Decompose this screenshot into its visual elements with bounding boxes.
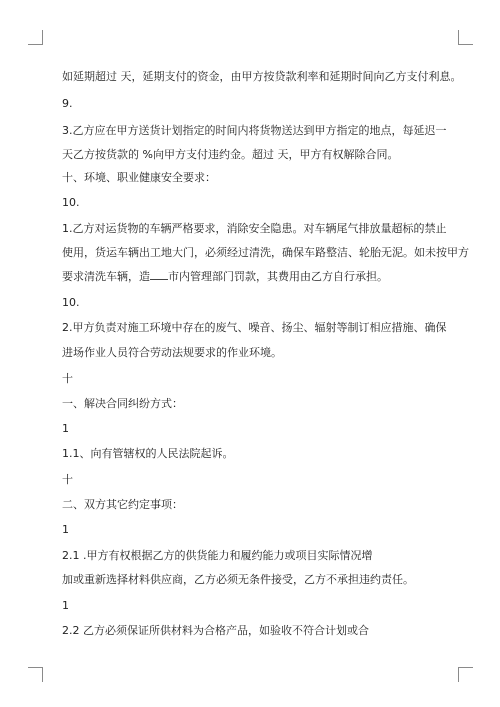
paragraph-line: 使用，货运车辆出工地大门，必须经过清洗，确保车路整洁、轮胎无泥。如未按甲方	[62, 246, 469, 259]
paragraph-line: 1	[62, 422, 69, 435]
paragraph-line-with-blank	[62, 270, 388, 283]
crop-mark-top-left	[28, 30, 43, 45]
paragraph-line: 进场作业人员符合劳动法规要求的作业环境。	[62, 346, 282, 359]
paragraph-line: 加或重新选择材料供应商，乙方必须无条件接受，乙方不承担违约责任。	[62, 573, 414, 586]
paragraph-line: 如延期超过 天，延期支付的资金，由甲方按贷款利率和延期时间向乙方支付利息。	[62, 70, 462, 83]
paragraph-line: 10.	[62, 296, 80, 309]
fill-blank	[150, 270, 168, 280]
section-heading: 十、环境、职业健康安全要求：	[62, 171, 216, 184]
crop-mark-bottom-left	[28, 667, 43, 682]
section-number: 十	[62, 473, 73, 486]
paragraph-line: 3.乙方应在甲方送货计划指定的时间内将货物送达到甲方指定的地点，每延迟一	[62, 124, 447, 137]
paragraph-line: 2.2 乙方必须保证所供材料为合格产品，如验收不符合计划或合	[62, 624, 369, 637]
paragraph-line: 1.1、向有管辖权的人民法院起诉。	[62, 447, 234, 460]
paragraph-line: 1.乙方对运货物的车辆严格要求，消除安全隐患。对车辆尾气排放量超标的禁止	[62, 222, 447, 235]
paragraph-line: 2.1 .甲方有权根据乙方的供货能力和履约能力或项目实际情况增	[62, 549, 373, 562]
crop-mark-top-right	[458, 30, 473, 45]
paragraph-line: 10.	[62, 196, 80, 209]
line-text: 市内管理部门罚款，其费用由乙方自行承担。	[168, 270, 388, 283]
paragraph-line: 1	[62, 599, 69, 612]
paragraph-line: 天乙方按货款的 %向甲方支付违约金。超过 天，甲方有权解除合同。	[62, 148, 399, 161]
line-text: 要求清洗车辆，造	[62, 270, 150, 283]
section-number: 十	[62, 372, 73, 385]
crop-mark-bottom-right	[458, 667, 473, 682]
section-heading: 一、解决合同纠纷方式：	[62, 397, 183, 410]
paragraph-line: 2.甲方负责对施工环境中存在的废气、噪音、扬尘、辐射等制订相应措施、确保	[62, 321, 447, 334]
paragraph-line: 9.	[62, 97, 73, 110]
paragraph-line: 1	[62, 523, 69, 536]
section-heading: 二、双方其它约定事项：	[62, 498, 183, 511]
